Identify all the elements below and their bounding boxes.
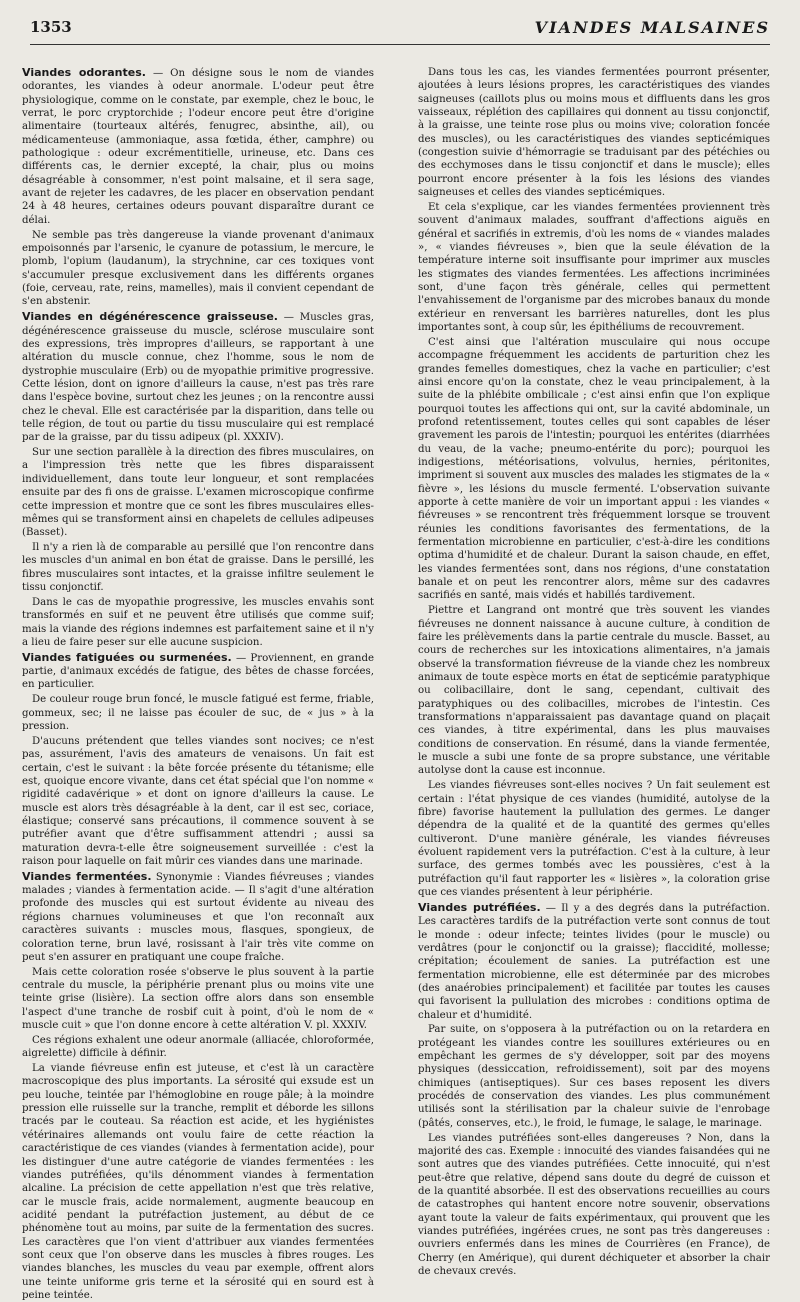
paragraph-text: — Muscles gras, dégénérescence graisseuse du muscle, sclérose musculaire sont des expressions, très impropres d'ailleurs, se rapportant à une altération du muscle connue, chez l'homme, sous le nom de dystrophie musculaire (Erb) ou de myopathie primitive progressive. Cette lésion, dont on ignore d'ailleurs la cause, n'est pas très rare dans l'espèce bovine, surtout chez les jeunes ; on la rencontre aussi chez le cheval. Elle est caractérisée par la disparition, dans telle ou telle région, de tout ou partie du tissu musculaire qui est remplacé par de la graisse, par du tissu adipeux (pl. XXXIV). <box>22 312 374 444</box>
paragraph <box>22 596 374 649</box>
paragraph <box>418 779 770 899</box>
paragraph <box>22 541 374 594</box>
paragraph-text: Dans tous les cas, les viandes fermentées pourront présenter, ajoutées à leurs lésions propres, les caractéristiques des viandes saigneuses (caillots plus ou moins mous et diffluents dans les gros vaisseaux, réplétion des capillaires qui donnent au tissu conjonctif, à la graisse, une teinte rose plus ou moins vive; coloration foncée des muscles), ou les caractéristiques des viandes septicémiques (congestion suivie d'hémorragie se traduisant par des pétéchies ou des ecchymoses dans le tissu conjonctif et dans le muscle); elles pourront encore présenter à la fois les lésions des viandes saigneuses et celles des viandes septicémiques. <box>418 67 770 199</box>
paragraph <box>22 1062 374 1302</box>
paragraph-text: De couleur rouge brun foncé, le muscle fatigué est ferme, friable, gommeux, sec; il ne laisse pas écouler de suc, de « jus » à la pression. <box>22 694 374 732</box>
paragraph-text: — Il y a des degrés dans la putréfaction. Les caractères tardifs de la putréfaction verte sont connus de tout le monde : odeur infecte; teintes livides (pour le muscle) ou verdâtres (pour le conjonctif ou la graisse); flaccidité, mollesse; crépitation; écoulement de sanies. La putréfaction est une fermentation microbienne, elle est déterminée par des microbes (des anaérobies principalement) et facilitée par toutes les causes qui favorisent la pullulation des microbes : conditions optima de chaleur et d'humidité. <box>418 902 770 1021</box>
paragraph <box>418 1132 770 1279</box>
paragraph <box>418 1023 770 1130</box>
entry-headword: Viandes putréfiées. <box>418 900 541 914</box>
paragraph <box>22 66 374 227</box>
paragraph-text: Et cela s'explique, car les viandes fermentées proviennent très souvent d'animaux malades, souffrant d'affections aiguës en général et sacrifiés in extremis, d'où les noms de « viandes malades », « viandes fiévreuses », bien que la seule élévation de la température interne soit insuffisante pour imprimer aux muscles les stigmates des viandes fermentées. Les affections incriminées sont, d'une façon très générale, celles qui permettent l'envahissement de l'organisme par des microbes banaux du monde extérieur en renversant les barrières naturelles, dont les plus importantes sont, à coup sûr, les épithéliums de recouvrement. <box>418 201 770 334</box>
paragraph-text: D'aucuns prétendent que telles viandes sont nocives; ce n'est pas, assurément, l'avis des amateurs de venaisons. Un fait est certain, c'est le suivant : la bête forcée présente du tétanisme; elle est, quoique encore vivante, dans cet état spécial que l'on nomme « rigidité cadavérique » et dont on ignore d'ailleurs la cause. Le muscle est alors très désagréable à la dent, car il est sec, coriace, élastique; conservé sans précautions, il commence souvent à se putréfier avant que d'être suffisamment attendri ; aussi sa maturation devra-t-elle être soigneusement surveillée : c'est la raison pour laquelle on fait mûrir ces viandes dans une marinade. <box>22 735 374 867</box>
paragraph-text: Les viandes fiévreuses sont-elles nocives ? Un fait seulement est certain : l'état physique de ces viandes (humidité, autolyse de la fibre) favorise hautement la pullulation des germes. Le danger dépendra de la qualité et de la quantité des germes qu'elles cultiveront. D'une manière générale, les viandes fiévreuses évoluent rapidement vers la putréfaction. C'est à la culture, à leur surface, des germes tombés avec les poussières, c'est à la putréfaction qu'il faut rapporter les « lisières », la coloration grise que ces viandes présentent à leur périphérie. <box>418 780 770 898</box>
paragraph-text: Dans le cas de myopathie progressive, les muscles envahis sont transformés en suif et ne peuvent être utilisés que comme suif; mais la viande des régions indemnes est parfaitement saine et il n'y a lieu de faire peser sur elle aucune suspicion. <box>22 596 374 648</box>
paragraph-text: Sur une section parallèle à la direction des fibres musculaires, on a l'impression très nette que les fibres disparaissent individuellement, dans toute leur longueur, et sont remplacées ensuite par des fi ons de graisse. L'examen microscopique confirme cette impression et montre que ce sont les fibres musculaires elles-mêmes qui se transforment ainsi en chapelets de cellules adipeuses (Basset). <box>22 447 374 539</box>
paragraph <box>22 1034 374 1061</box>
paragraph <box>22 735 374 868</box>
paragraph-text: Mais cette coloration rosée s'observe le plus souvent à la partie centrale du muscle, la périphérie prenant plus ou moins vite une teinte grise (lisière). La section offre alors dans son ensemble l'aspect d'une tranche de rosbif cuit à point, d'où le nom de « muscle cuit » que l'on donne encore à cette altération V. pl. XXXIV. <box>22 966 374 1032</box>
paragraph <box>418 604 770 777</box>
paragraph <box>418 66 770 199</box>
paragraph-text: C'est ainsi que l'altération musculaire qui nous occupe accompagne fréquemment les accidents de parturition chez les grandes femelles domestiques, chez la vache en particulier; c'est ainsi encore qu'on la constate, chez le veau principalement, à la suite de la phlébite ombilicale ; c'est ainsi enfin que l'on explique pourquoi toutes les affections qui ont, sur la cavité abdominale, un profond retentissement, toutes celles qui sont capables de léser gravement les parois de l'intestin; pourquoi les entérites (diarrhées du veau, de la vache; pneumo-entérite du porc); pourquoi les indigestions, météorisations, volvulus, hernies, péritonites, impriment si souvent aux muscles des malades les stigmates de la « fièvre », les lésions du muscle fermenté. L'observation suivante apporte à cette manière de voir un important appui : les viandes « fiévreuses » se rencontrent très fréquemment lorsque se trouvent réunies les conditions favorisantes des fermentations, de la fermentation microbienne en particulier, c'est-à-dire les conditions optima d'humidité et de chaleur. Durant la saison chaude, en effet, les viandes fermentées sont, dans nos régions, d'une constatation banale et on peut les rencontrer alors, même sur des cadavres sacrifiés en santé, mais vidés et habillés tardivement. <box>418 336 770 602</box>
paragraph <box>22 446 374 539</box>
paragraph-text: Il n'y a rien là de comparable au persillé que l'on rencontre dans les muscles d'un animal en bon état de graisse. Dans le persillé, les fibres musculaires sont intactes, et la graisse infiltre seulement le tissu conjonctif. <box>22 542 374 594</box>
paragraph-text: Les viandes putréfiées sont-elles dangereuses ? Non, dans la majorité des cas. Exemple : innocuité des viandes faisandées qui ne sont autres que des viandes putréfiées. Cette innocuité, qui n'est peut-être que relative, dépend sans doute du degré de cuisson et de la quantité absorbée. Il est des observations recueillies au cours de catastrophes qui hantent encore notre souvenir, observations ayant toute la valeur de faits expérimentaux, qui prouvent que les viandes putréfiées, ingérées crues, ne sont pas très dangereuses : ouvriers enfermés dans les mines de Courrières (en France), de Cherry (en Amérique), qui durent déchiqueter et absorber la chair de chevaux crevés. <box>418 1132 770 1278</box>
paragraph-text: — On désigne sous le nom de viandes odorantes, les viandes à odeur anormale. L'odeur peut être physiologique, comme on le constate, par exemple, chez le bouc, le verrat, le porc cryptorchide ; l'odeur encore peut être d'origine alimentaire (tourteaux altérés, fenugrec, absinthe, ail), ou médicamenteuse (ammoniaque, assa fœtida, éther, camphre) ou pathologique : odeur excrémentitielle, urineuse, etc. Dans ces différents cas, le dernier excepté, la chair, plus ou moins désagréable à consommer, n'est point malsaine, et il sera sage, avant de rejeter les cadavres, de les placer en observation pendant 24 à 48 heures, certaines odeurs pouvant disparaître durant ce délai. <box>22 68 374 226</box>
paragraph <box>22 310 374 444</box>
paragraph-text: Piettre et Langrand ont montré que très souvent les viandes fiévreuses ne donnent naissance à aucune culture, à condition de faire les prélèvements dans la partie centrale du muscle. Basset, au cours de recherches sur les intoxications alimentaires, n'a jamais observé la transformation fiévreuse de la viande chez les nombreux animaux de toute espèce morts en état de septicémie paratyphique ou colibacillaire, dont le sang, cependant, cultivait des paratyphiques ou des colibacilles, microbes de l'intestin. Ces transformations n'apparaissaient pas davantage quand on plaçait ces viandes, à titre expérimental, dans les plus mauvaises conditions de conservation. En résumé, dans la viande fermentée, le muscle a subi une fonte de sa propre substance, une véritable autolyse dont la cause est inconnue. <box>418 605 770 777</box>
paragraph <box>418 901 770 1022</box>
paragraph <box>22 870 374 964</box>
paragraph-text: — Proviennent, en grande partie, d'animaux excédés de fatigue, des bêtes de chasse forcées, en particulier. <box>22 652 374 691</box>
page-number: 1353 <box>30 18 72 36</box>
entry-headword: Viandes en dégénérescence graisseuse. <box>22 310 278 324</box>
paragraph-text: Par suite, on s'opposera à la putréfaction ou on la retardera en protégeant les viandes contre les souillures extérieures ou en empêchant les germes de s'y développer, soit par des moyens physiques (dessiccation, refroidissement), soit par des moyens chimiques (antiseptiques). Sur ces bases reposent les divers procédés de conservation des viandes. Les plus communément utilisés sont la stérilisation par la chaleur suivie de l'enrobage (pâtés, conserves, etc.), le froid, le fumage, le salage, le marinage. <box>418 1024 770 1129</box>
paragraph-text: Synonymie : Viandes fiévreuses ; viandes malades ; viandes à fermentation acide. — Il s'agit d'une altération profonde des muscles qui est surtout évidente au niveau des régions charnues volumineuses et que l'on reconnaît aux caractères suivants : muscles mous, flasques, spongieux, de coloration terne, brun lavé, rosissant à l'air très vite comme on peut s'en assurer en pratiquant une coupe fraîche. <box>22 871 374 963</box>
entry-headword: Viandes fermentées. <box>22 869 152 883</box>
paragraph <box>22 651 374 692</box>
right-column <box>418 66 770 1278</box>
entry-headword: Viandes odorantes. <box>22 66 146 79</box>
paragraph <box>22 693 374 733</box>
paragraph-text: Ne semble pas très dangereuse la viande provenant d'animaux empoisonnés par l'arsenic, le cyanure de potassium, le mercure, le plomb, l'opium (laudanum), la strychnine, car ces toxiques vont s'accumuler presque exclusivement dans les différents organes (foie, cerveau, rate, reins, mamelles), mais il convient cependant de s'en abstenir. <box>22 229 374 308</box>
running-title: VIANDES MALSAINES <box>534 18 770 37</box>
paragraph <box>22 966 374 1033</box>
page-header <box>30 18 770 45</box>
paragraph-text: La viande fiévreuse enfin est juteuse, et c'est là un caractère macroscopique des plus importants. La sérosité qui exsude est un peu louche, teintée par l'hémoglobine en rouge pâle; à la moindre pression elle ruisselle sur la tranche, remplit et déborde les sillons tracés par le couteau. Sa réaction est acide, et les hygiénistes vétérinaires allemands ont voulu faire de cette réaction la caractéristique de ces viandes (viandes à fermentation acide), pour les distinguer d'une autre catégorie de viandes fermentées : les viandes putréfiées, qu'ils dénomment viandes à fermentation alcaline. La précision de cette appellation n'est que très relative, car le muscle frais, acide normalement, augmente beaucoup en acidité pendant la putréfaction justement, au début de ce phénomène tout au moins, par suite de la fermentation des sucres. Les caractères que l'on vient d'attribuer aux viandes fermentées sont ceux que l'on observe dans les muscles à fibres rouges. Les viandes blanches, les muscles du veau par exemple, offrent alors une teinte uniforme gris terne et la sérosité qui en sourd est à peine teintée. <box>22 1063 374 1301</box>
paragraph <box>22 229 374 309</box>
left-column <box>22 66 374 1301</box>
paragraph-text: Ces régions exhalent une odeur anormale (alliacée, chloroformée, aigrelette) difficile à définir. <box>22 1034 374 1060</box>
paragraph <box>418 201 770 334</box>
entry-headword: Viandes fatiguées ou surmenées. <box>22 650 232 664</box>
paragraph <box>418 336 770 603</box>
